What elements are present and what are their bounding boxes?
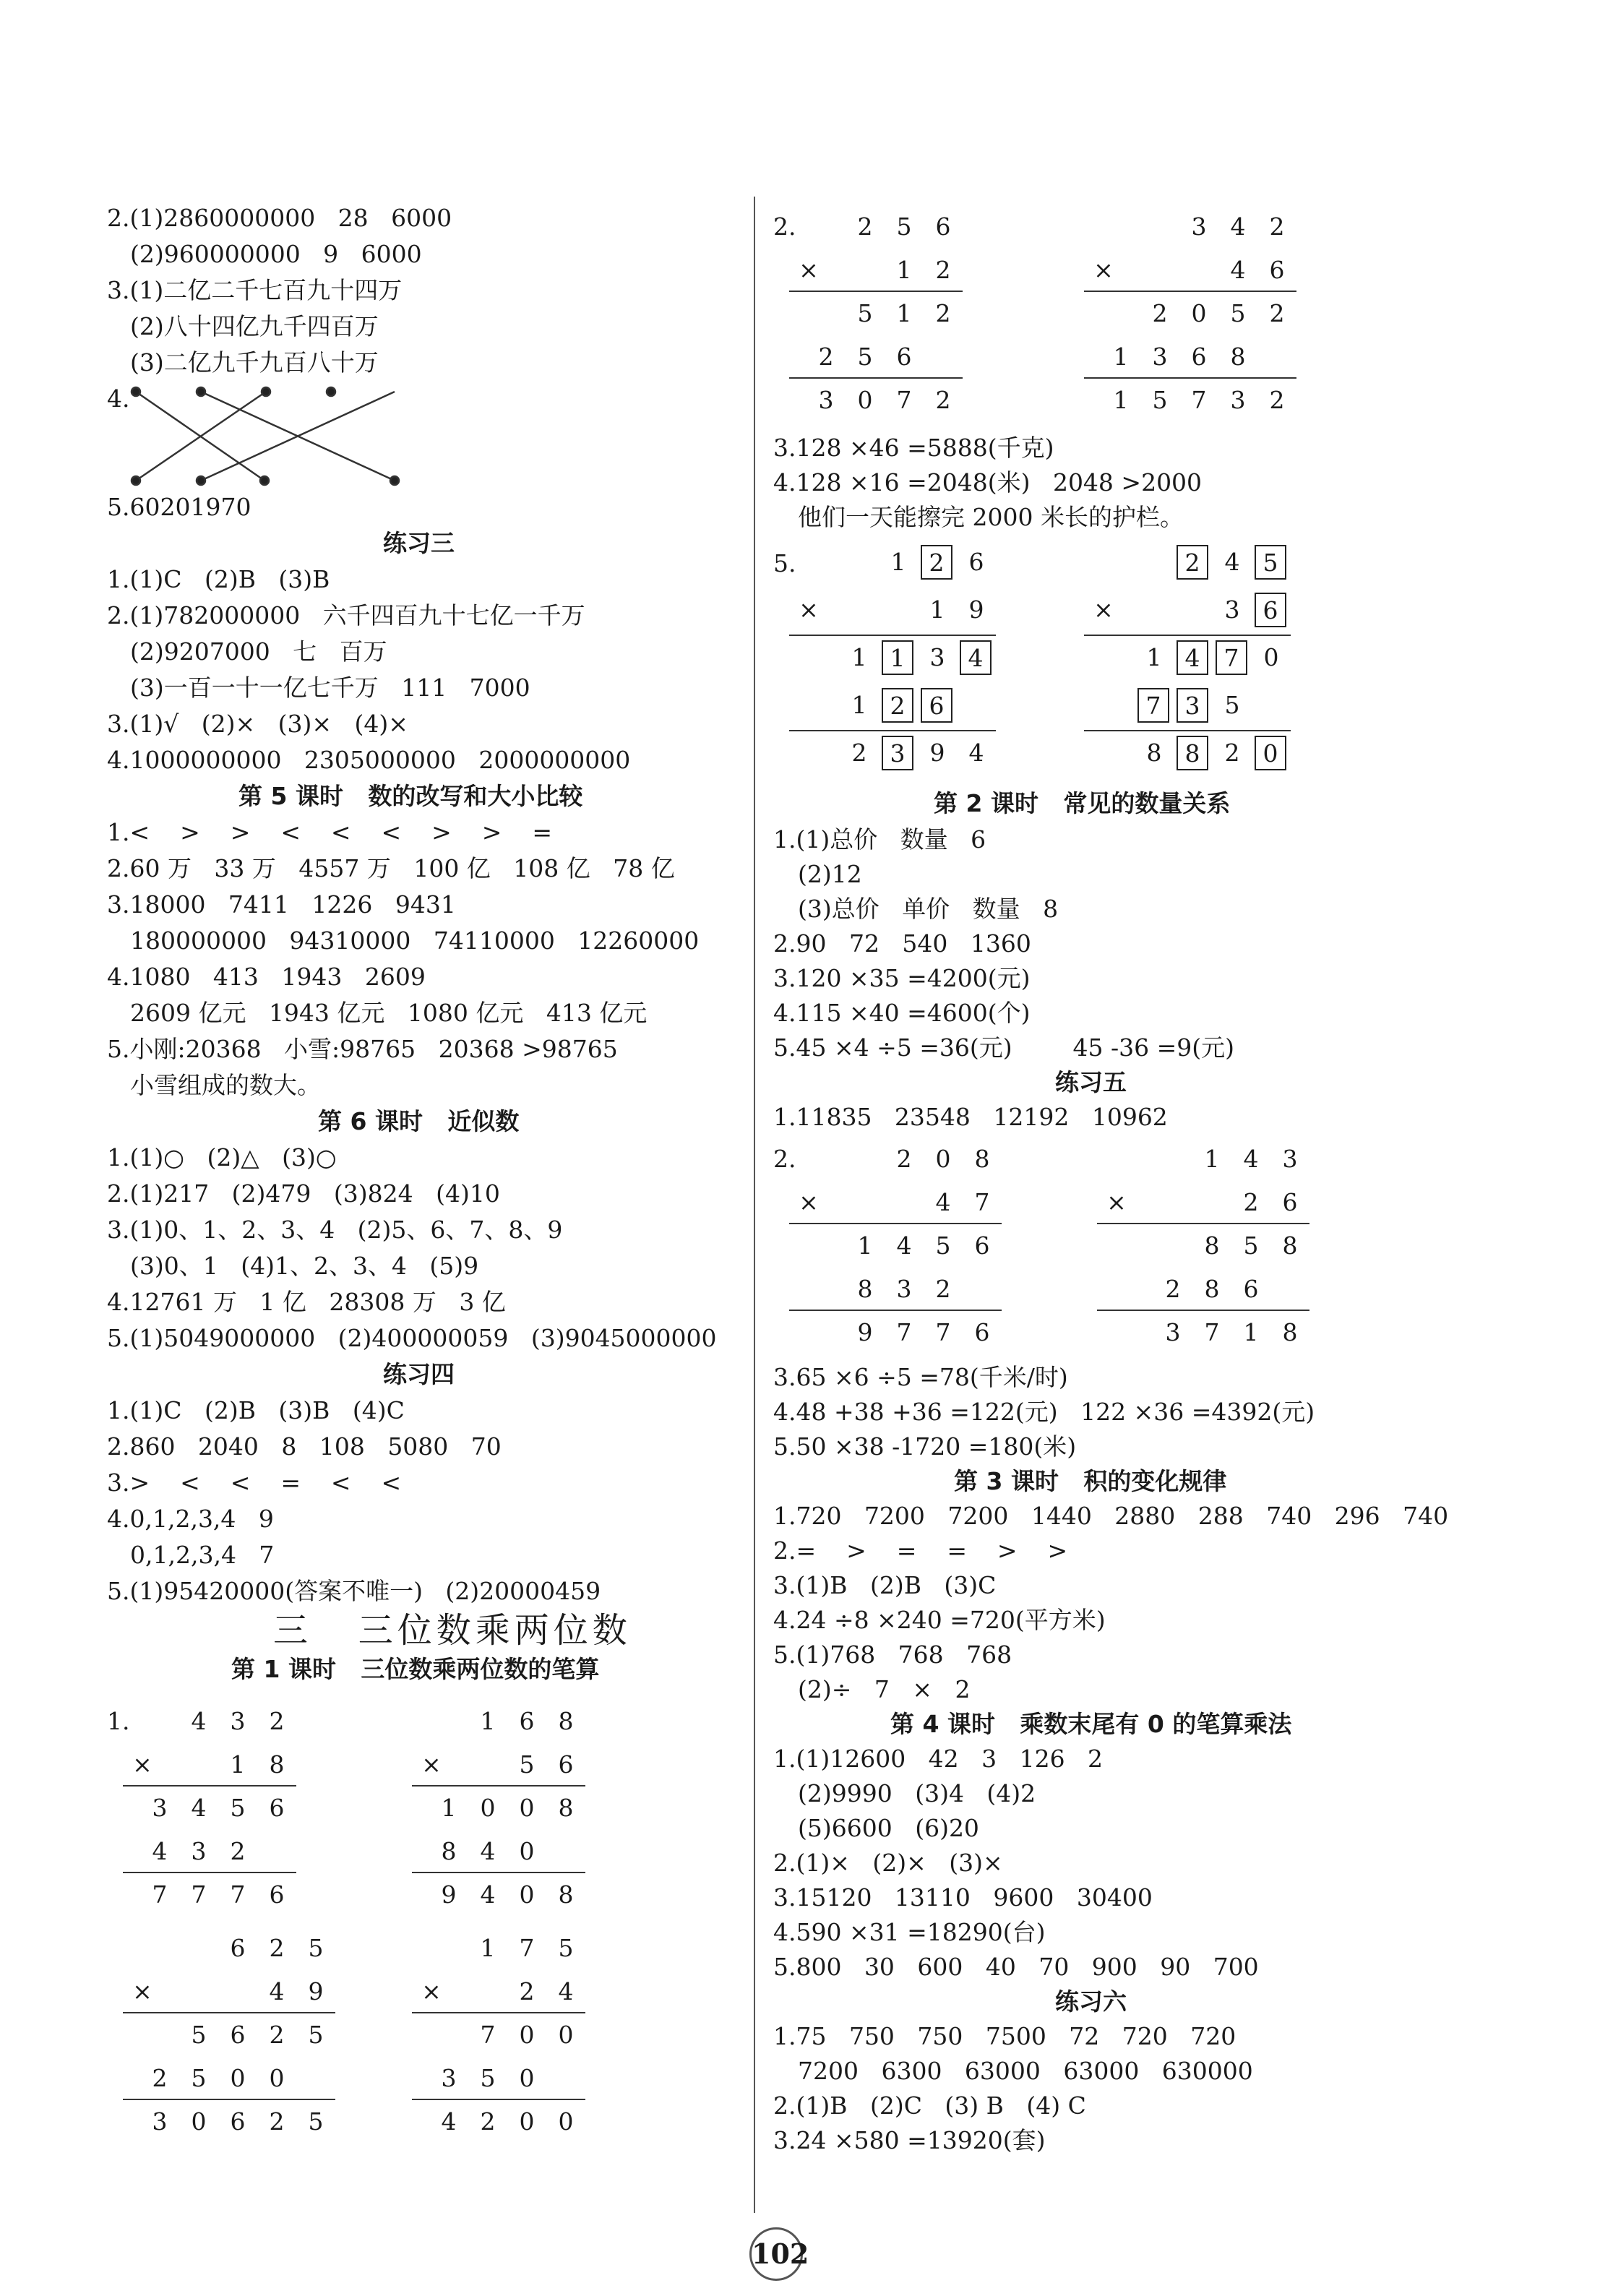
answer-box-digit: 8 [1177, 736, 1208, 770]
calc-digit: 2 [935, 1275, 951, 1303]
calc-rule-line [412, 2012, 585, 2013]
calc-digit: 2 [1269, 212, 1285, 241]
calc-digit: 0 [519, 2107, 535, 2136]
calc-digit: 3 [152, 1794, 168, 1822]
c3-line3: 3.(1)B (2)B (3)C [773, 1571, 997, 1599]
calc-digit: 5 [308, 2021, 324, 2049]
c5-line5: 4.1080 413 1943 2609 [107, 963, 426, 991]
calc-digit: 4 [480, 1837, 496, 1865]
calc-digit: 6 [558, 1750, 574, 1779]
calc-digit: 2 [1165, 1275, 1181, 1303]
calc-digit: 7 [1204, 1318, 1220, 1346]
ex3-line4: (3)一百一十一亿七千万 111 7000 [130, 674, 530, 702]
calc-digit: 3 [818, 386, 834, 414]
ex4-line2: 2.860 2040 8 108 5080 70 [107, 1432, 502, 1461]
left-s4-label: 4. [107, 384, 130, 413]
calc-digit: 5 [1230, 299, 1246, 327]
calc-digit: 0 [519, 2021, 535, 2049]
calc-rule-line [123, 2099, 335, 2100]
calc-digit: 8 [1282, 1231, 1298, 1260]
calc-rule-line [123, 2012, 335, 2013]
ex3-line1: 1.(1)C (2)B (3)B [107, 565, 330, 593]
calc-digit: 3 [1165, 1318, 1181, 1346]
answer-box-digit: 0 [1255, 736, 1286, 770]
calc-rule-line [789, 635, 996, 636]
calc-digit: 4 [441, 2107, 457, 2136]
ex4-line3: 3.> < < = < < [107, 1469, 402, 1497]
calc-digit: 8 [1282, 1318, 1298, 1346]
calc-digit: 6 [974, 1318, 990, 1346]
ex4-line1: 1.(1)C (2)B (3)B (4)C [107, 1396, 405, 1424]
c5-line4: 180000000 94310000 74110000 12260000 [130, 926, 700, 955]
match-dot-bottom-1 [132, 476, 140, 485]
c4-line4: 2.(1)× (2)× (3)× [773, 1849, 1003, 1877]
calc-digit: 0 [935, 1145, 951, 1173]
calc-digit: 1 [441, 1794, 457, 1822]
calc-digit: 3 [152, 2107, 168, 2136]
calc-digit: 6 [896, 343, 912, 371]
calc-digit: 8 [1204, 1231, 1220, 1260]
calc-digit: 6 [269, 1794, 285, 1822]
calc-rule-line [1084, 730, 1291, 731]
left-s2-line1: 2.(1)2860000000 28 6000 [107, 204, 452, 232]
calc-digit: 1 [480, 1934, 496, 1962]
calc-digit: 9 [441, 1880, 457, 1909]
c3-line1: 1.720 7200 7200 1440 2880 288 740 296 740 [773, 1502, 1449, 1530]
calc-digit: 2 [480, 2107, 496, 2136]
c5-line8: 小雪组成的数大。 [130, 1071, 321, 1099]
calc-digit: 6 [230, 2107, 246, 2136]
calc-digit: 0 [480, 1794, 496, 1822]
calc-digit: 1 [851, 691, 867, 719]
calc-digit: 5 [191, 2064, 207, 2092]
calc-digit: 1 [230, 1750, 246, 1779]
calc-digit: 6 [968, 548, 984, 576]
c1-label: 1. [107, 1707, 130, 1735]
times-sign: × [132, 1750, 152, 1779]
calc-digit: 7 [1191, 386, 1207, 414]
calc-digit: 8 [441, 1837, 457, 1865]
calc-digit: 4 [968, 739, 984, 767]
calc-digit: 0 [191, 2107, 207, 2136]
calc-digit: 2 [896, 1145, 912, 1173]
right-s4-line2: 他们一天能擦完 2000 米长的护栏。 [798, 503, 1184, 531]
left-s5-line1: 5.60201970 [107, 493, 251, 521]
calc-digit: 5 [1224, 691, 1240, 719]
calc-digit: 9 [968, 596, 984, 624]
calc-digit: 1 [896, 299, 912, 327]
calc-digit: 6 [1243, 1275, 1259, 1303]
c2-line7: 5.45 ×4 ÷5 =36(元) 45 -36 =9(元) [773, 1033, 1235, 1062]
calc-digit: 2 [1243, 1188, 1259, 1216]
calc-digit: 1 [1113, 386, 1129, 414]
answer-box-digit: 2 [921, 545, 952, 580]
c3-line4: 4.24 ÷8 ×240 =720(平方米) [773, 1606, 1106, 1634]
calc-digit: 2 [269, 2021, 285, 2049]
answer-box-digit: 2 [882, 688, 913, 723]
calc-digit: 0 [230, 2064, 246, 2092]
calc-digit: 7 [896, 1318, 912, 1346]
calc-digit: 3 [191, 1837, 207, 1865]
calc-digit: 5 [308, 1934, 324, 1962]
calc-digit: 0 [1191, 299, 1207, 327]
calc-digit: 0 [558, 2107, 574, 2136]
c6-line6: 5.(1)5049000000 (2)400000059 (3)9045000000 [107, 1324, 717, 1352]
calc-digit: 6 [1269, 256, 1285, 284]
calc-digit: 6 [519, 1707, 535, 1735]
calc-digit: 9 [929, 739, 945, 767]
answer-box-digit: 4 [1177, 640, 1208, 675]
match-dot-top-3 [262, 387, 270, 396]
calc-digit: 2 [269, 2107, 285, 2136]
calc-digit: 0 [269, 2064, 285, 2092]
c6-line5: 4.12761 万 1 亿 28308 万 3 亿 [107, 1288, 506, 1316]
calc-digit: 8 [558, 1707, 574, 1735]
calc-digit: 2 [230, 1837, 246, 1865]
calc-rule-line [789, 291, 963, 292]
calc-digit: 6 [230, 1934, 246, 1962]
c4-line3: (5)6600 (6)20 [798, 1814, 979, 1842]
c2-line1: 1.(1)总价 数量 6 [773, 825, 986, 854]
left-s3-line1: 3.(1)二亿二千七百九十四万 [107, 276, 403, 304]
calc-digit: 7 [519, 1934, 535, 1962]
c5-line2: 2.60 万 33 万 4557 万 100 亿 108 亿 78 亿 [107, 854, 675, 882]
calc-rule-line [123, 1872, 296, 1873]
match-dot-bottom-2 [197, 476, 205, 485]
ex6-line3: 2.(1)B (2)C (3) B (4) C [773, 2091, 1086, 2120]
calc-digit: 5 [558, 1934, 574, 1962]
c4-line2: (2)9990 (3)4 (4)2 [798, 1779, 1036, 1807]
calc-digit: 2 [269, 1934, 285, 1962]
ex5-label2: 2. [773, 1145, 796, 1173]
calc-digit: 7 [152, 1880, 168, 1909]
calc-digit: 4 [896, 1231, 912, 1260]
answer-box-digit: 2 [1177, 545, 1208, 580]
calc-digit: 6 [230, 2021, 246, 2049]
answer-box-digit: 7 [1216, 640, 1247, 675]
calc-digit: 0 [1263, 643, 1279, 671]
calc-digit: 8 [269, 1750, 285, 1779]
right-s3-line1: 3.128 ×46 =5888(千克) [773, 434, 1054, 462]
ex4-line4: 4.0,1,2,3,4 9 [107, 1505, 274, 1533]
ex3-line3: (2)9207000 七 百万 [130, 637, 387, 666]
c6-line4: (3)0、1 (4)1、2、3、4 (5)9 [130, 1252, 479, 1280]
calc-digit: 3 [896, 1275, 912, 1303]
ex4-line5: 0,1,2,3,4 7 [130, 1541, 275, 1569]
calc-digit: 2 [519, 1977, 535, 2005]
calc-digit: 8 [857, 1275, 873, 1303]
calc-digit: 1 [1243, 1318, 1259, 1346]
c4-line7: 5.800 30 600 40 70 900 90 700 [773, 1953, 1259, 1981]
answer-box-digit: 4 [960, 640, 992, 675]
right-s2-label: 2. [773, 212, 796, 241]
calc-digit: 4 [191, 1794, 207, 1822]
times-sign: × [421, 1750, 442, 1779]
calc-digit: 1 [1113, 343, 1129, 371]
calc-digit: 8 [1230, 343, 1246, 371]
lesson-4-title: 第 4 课时 乘数末尾有 0 的笔算乘法 [890, 1710, 1292, 1738]
answer-box-digit: 7 [1137, 688, 1169, 723]
calc-digit: 6 [1282, 1188, 1298, 1216]
calc-digit: 1 [1146, 643, 1162, 671]
calc-digit: 1 [890, 548, 906, 576]
calc-digit: 5 [857, 343, 873, 371]
calc-digit: 0 [519, 1880, 535, 1909]
lesson-5-title: 第 5 课时 数的改写和大小比较 [238, 782, 583, 810]
column-divider [754, 197, 755, 2213]
answer-box-digit: 3 [1177, 688, 1208, 723]
c3-line6: (2)÷ 7 × 2 [798, 1675, 971, 1703]
c3-line5: 5.(1)768 768 768 [773, 1641, 1012, 1669]
calc-digit: 0 [519, 1837, 535, 1865]
left-s2-line2: (2)960000000 9 6000 [130, 240, 422, 268]
calc-digit: 0 [519, 2064, 535, 2092]
calc-digit: 1 [480, 1707, 496, 1735]
calc-rule-line [123, 1785, 296, 1787]
calc-digit: 7 [935, 1318, 951, 1346]
calc-digit: 8 [1146, 739, 1162, 767]
exercise-6-title: 练习六 [1055, 1987, 1127, 2016]
calc-digit: 5 [935, 1231, 951, 1260]
calc-digit: 3 [1152, 343, 1168, 371]
calc-digit: 7 [191, 1880, 207, 1909]
calc-digit: 5 [308, 2107, 324, 2136]
ex5-line3: 3.65 ×6 ÷5 =78(千米/时) [773, 1363, 1068, 1391]
calc-digit: 8 [1204, 1275, 1220, 1303]
match-dot-top-1 [132, 387, 140, 396]
times-sign: × [132, 1977, 152, 2005]
calc-digit: 7 [230, 1880, 246, 1909]
calc-digit: 5 [480, 2064, 496, 2092]
calc-digit: 8 [558, 1794, 574, 1822]
calc-digit: 2 [1152, 299, 1168, 327]
calc-digit: 2 [1269, 386, 1285, 414]
calc-digit: 5 [857, 299, 873, 327]
c4-line6: 4.590 ×31 =18290(台) [773, 1918, 1046, 1946]
ex6-line2: 7200 6300 63000 63000 630000 [798, 2057, 1253, 2085]
c4-line1: 1.(1)12600 42 3 126 2 [773, 1745, 1104, 1773]
lesson-3-title: 第 3 课时 积的变化规律 [954, 1467, 1227, 1495]
calc-rule-line [789, 377, 963, 379]
ex3-line2: 2.(1)782000000 六千四百九十七亿一千万 [107, 601, 585, 629]
calc-rule-line [412, 1872, 585, 1873]
calc-digit: 2 [851, 739, 867, 767]
calc-digit: 3 [1191, 212, 1207, 241]
lesson-2-title: 第 2 课时 常见的数量关系 [934, 789, 1231, 817]
calc-rule-line [1084, 377, 1296, 379]
calc-digit: 4 [1243, 1145, 1259, 1173]
calc-rule-line [412, 2099, 585, 2100]
calc-digit: 5 [1243, 1231, 1259, 1260]
right-s5-label: 5. [773, 549, 796, 577]
ex4-line6: 5.(1)95420000(答案不唯一) (2)20000459 [107, 1577, 601, 1605]
calc-digit: 3 [1224, 596, 1240, 624]
calc-digit: 0 [519, 1794, 535, 1822]
calc-digit: 4 [1230, 212, 1246, 241]
calc-digit: 2 [152, 2064, 168, 2092]
calc-digit: 2 [935, 299, 951, 327]
calc-digit: 4 [1230, 256, 1246, 284]
calc-digit: 6 [935, 212, 951, 241]
calc-rule-line [1084, 291, 1296, 292]
calc-digit: 2 [1269, 299, 1285, 327]
calc-digit: 1 [851, 643, 867, 671]
calc-rule-line [789, 1223, 1002, 1224]
times-sign: × [1093, 256, 1114, 284]
times-sign: × [799, 256, 819, 284]
c2-line3: (3)总价 单价 数量 8 [798, 895, 1059, 923]
calc-digit: 7 [896, 386, 912, 414]
lesson-6-title: 第 6 课时 近似数 [318, 1107, 520, 1135]
times-sign: × [421, 1977, 442, 2005]
c5-line1: 1.< > > < < < > > = [107, 818, 553, 846]
calc-digit: 2 [935, 386, 951, 414]
answer-box-digit: 1 [882, 640, 913, 675]
match-dot-bottom-3 [260, 476, 269, 485]
exercise-5-title: 练习五 [1055, 1068, 1127, 1096]
calc-digit: 4 [152, 1837, 168, 1865]
calc-digit: 5 [1152, 386, 1168, 414]
times-sign: × [799, 1188, 819, 1216]
left-s3-line3: (3)二亿九千九百八十万 [130, 348, 379, 377]
lesson-1-title: 第 1 课时 三位数乘两位数的笔算 [231, 1655, 600, 1683]
calc-digit: 5 [191, 2021, 207, 2049]
c5-line3: 3.18000 7411 1226 9431 [107, 890, 456, 919]
calc-digit: 6 [269, 1880, 285, 1909]
calc-digit: 2 [935, 256, 951, 284]
calc-digit: 5 [230, 1794, 246, 1822]
page-number: 102 [749, 2227, 803, 2281]
c6-line1: 1.(1)○ (2)△ (3)○ [107, 1143, 337, 1171]
unit-3-title: 三 三位数乘两位数 [273, 1610, 632, 1651]
c2-line2: (2)12 [798, 860, 862, 888]
times-sign: × [799, 596, 819, 624]
calc-digit: 4 [269, 1977, 285, 2005]
calc-digit: 4 [480, 1880, 496, 1909]
calc-digit: 6 [1191, 343, 1207, 371]
answer-box-digit: 6 [1255, 593, 1286, 627]
ex5-line4: 4.48 +38 +36 =122(元) 122 ×36 =4392(元) [773, 1398, 1315, 1426]
calc-digit: 1 [857, 1231, 873, 1260]
calc-rule-line [1084, 635, 1291, 636]
exercise-3-title: 练习三 [383, 529, 455, 557]
matching-lines-diagram [108, 379, 412, 495]
calc-digit: 5 [519, 1750, 535, 1779]
ex6-line4: 3.24 ×580 =13920(套) [773, 2126, 1046, 2154]
calc-digit: 4 [1224, 548, 1240, 576]
calc-digit: 0 [558, 2021, 574, 2049]
calc-digit: 3 [929, 643, 945, 671]
c2-line5: 3.120 ×35 =4200(元) [773, 964, 1031, 992]
match-dot-bottom-4 [390, 476, 399, 485]
left-s3-line2: (2)八十四亿九千四百万 [130, 312, 379, 340]
exercise-4-title: 练习四 [383, 1360, 455, 1388]
calc-digit: 3 [1282, 1145, 1298, 1173]
calc-digit: 4 [558, 1977, 574, 2005]
calc-digit: 7 [480, 2021, 496, 2049]
calc-digit: 2 [818, 343, 834, 371]
c2-line6: 4.115 ×40 =4600(个) [773, 999, 1031, 1027]
calc-digit: 7 [974, 1188, 990, 1216]
c6-line2: 2.(1)217 (2)479 (3)824 (4)10 [107, 1179, 500, 1208]
calc-digit: 9 [308, 1977, 324, 2005]
times-sign: × [1106, 1188, 1127, 1216]
calc-digit: 3 [230, 1707, 246, 1735]
answer-box-digit: 3 [882, 736, 913, 770]
c5-line7: 5.小刚:20368 小雪:98765 20368 >98765 [107, 1035, 618, 1063]
calc-digit: 2 [1224, 739, 1240, 767]
calc-digit: 3 [441, 2064, 457, 2092]
calc-digit: 1 [929, 596, 945, 624]
match-dot-top-2 [197, 387, 205, 396]
calc-digit: 5 [896, 212, 912, 241]
calc-digit: 0 [857, 386, 873, 414]
ex5-line5: 5.50 ×38 -1720 =180(米) [773, 1432, 1077, 1461]
c2-line4: 2.90 72 540 1360 [773, 929, 1031, 958]
calc-rule-line [412, 1785, 585, 1787]
calc-digit: 6 [974, 1231, 990, 1260]
times-sign: × [1093, 596, 1114, 624]
calc-rule-line [789, 1310, 1002, 1311]
calc-digit: 4 [191, 1707, 207, 1735]
c6-line3: 3.(1)0、1、2、3、4 (2)5、6、7、8、9 [107, 1216, 563, 1244]
calc-digit: 2 [857, 212, 873, 241]
c5-line6: 2609 亿元 1943 亿元 1080 亿元 413 亿元 [130, 999, 648, 1027]
calc-digit: 8 [974, 1145, 990, 1173]
calc-digit: 8 [558, 1880, 574, 1909]
answer-box-digit: 5 [1255, 545, 1286, 580]
calc-digit: 1 [896, 256, 912, 284]
calc-digit: 2 [269, 1707, 285, 1735]
answer-box-digit: 6 [921, 688, 952, 723]
c4-line5: 3.15120 13110 9600 30400 [773, 1883, 1153, 1912]
calc-digit: 9 [857, 1318, 873, 1346]
ex3-line6: 4.1000000000 2305000000 2000000000 [107, 746, 631, 774]
ex6-line1: 1.75 750 750 7500 72 720 720 [773, 2022, 1236, 2050]
calc-digit: 3 [1230, 386, 1246, 414]
ex3-line5: 3.(1)√ (2)× (3)× (4)× [107, 710, 408, 738]
ex5-line1: 1.11835 23548 12192 10962 [773, 1103, 1168, 1131]
calc-rule-line [1097, 1310, 1309, 1311]
calc-rule-line [1097, 1223, 1309, 1224]
c3-line2: 2.= > = = > > [773, 1536, 1068, 1565]
calc-digit: 1 [1204, 1145, 1220, 1173]
calc-digit: 4 [935, 1188, 951, 1216]
calc-rule-line [789, 730, 996, 731]
right-s4-line1: 4.128 ×16 =2048(米) 2048 >2000 [773, 468, 1203, 496]
